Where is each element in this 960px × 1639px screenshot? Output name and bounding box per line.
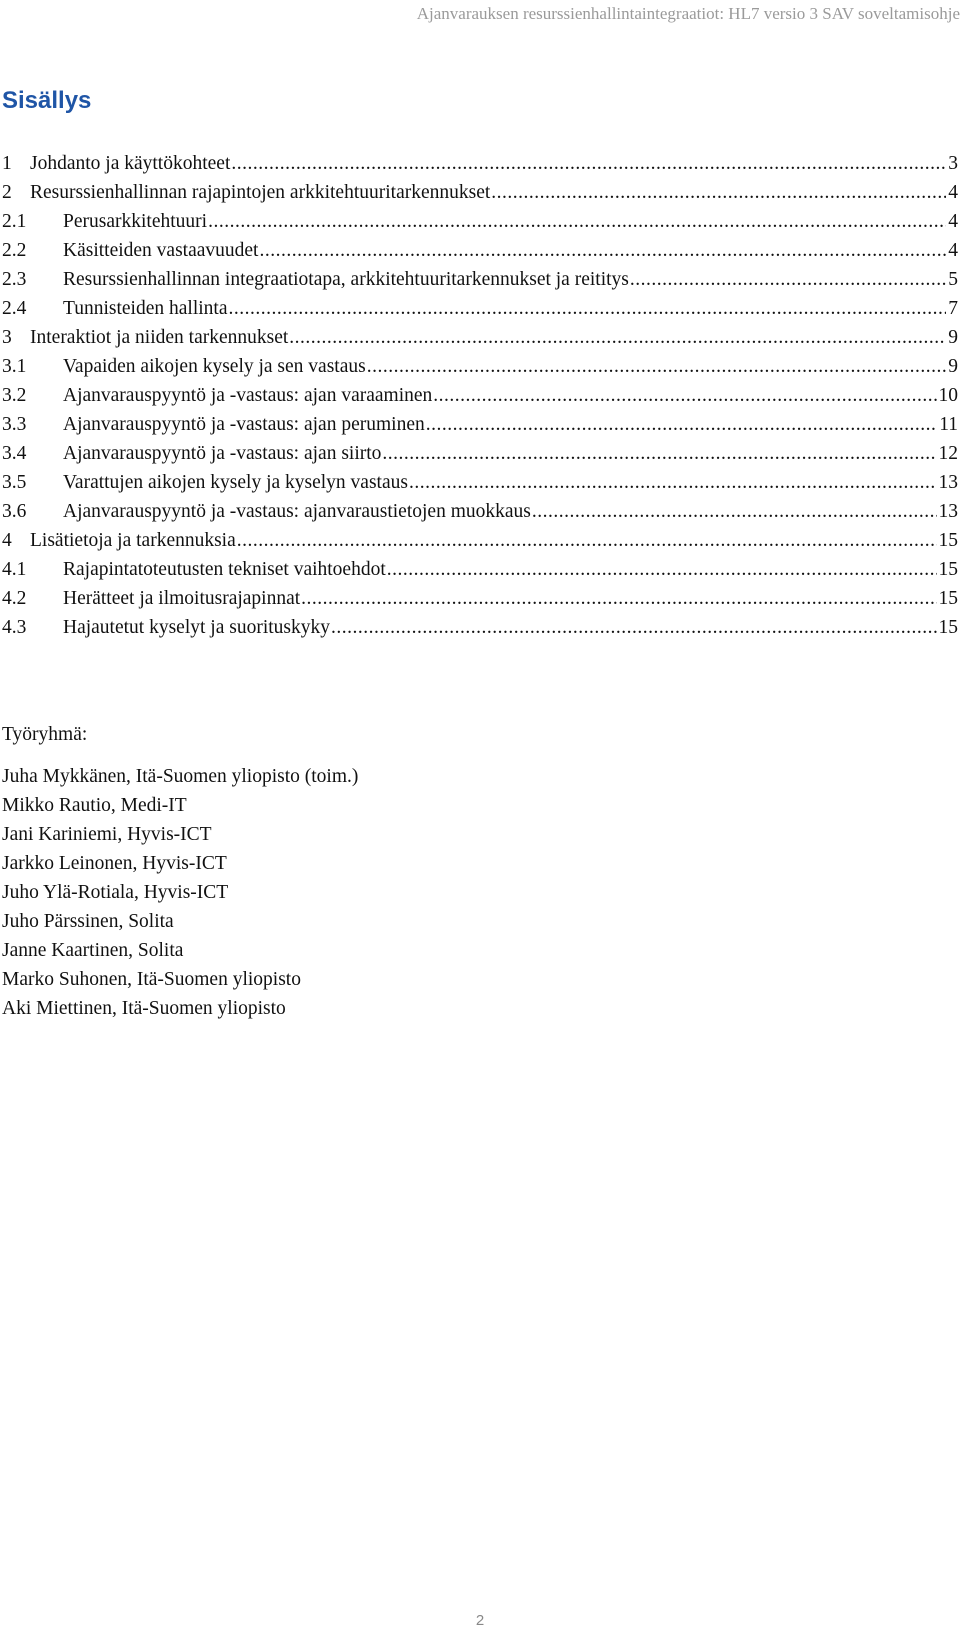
toc-dot-leader — [208, 207, 946, 236]
toc-dot-leader — [237, 526, 937, 555]
workgroup-member: Juha Mykkänen, Itä-Suomen yliopisto (toim.) — [2, 766, 359, 787]
toc-entry-page: 9 — [948, 356, 958, 377]
workgroup-heading: Työryhmä: — [2, 724, 88, 745]
toc-entry-title: Resurssienhallinnan integraatiotapa, arkkitehtuuritarkennukset ja reititys — [63, 269, 629, 290]
toc-entry-number: 2.4 — [2, 298, 27, 319]
toc-dot-leader — [289, 323, 946, 352]
toc-entry-page: 13 — [938, 501, 958, 522]
toc-entry[interactable] — [2, 236, 958, 265]
toc-entry-page: 12 — [938, 443, 958, 464]
toc-entry-page: 4 — [948, 211, 958, 232]
toc-entry[interactable] — [2, 381, 958, 410]
workgroup-section — [2, 720, 358, 1023]
toc-entry-title: Rajapintatoteutusten tekniset vaihtoehdot — [63, 559, 386, 580]
toc-entry-page: 15 — [938, 617, 958, 638]
toc-entry[interactable] — [2, 323, 958, 352]
toc-entry-number: 4.1 — [2, 559, 27, 580]
workgroup-member: Janne Kaartinen, Solita — [2, 940, 184, 961]
toc-entry-page: 13 — [938, 472, 958, 493]
toc-entry[interactable] — [2, 410, 958, 439]
toc-dot-leader — [228, 294, 946, 323]
toc-dot-leader — [301, 584, 936, 613]
toc-dot-leader — [426, 410, 937, 439]
table-of-contents — [2, 149, 958, 642]
workgroup-member: Jarkko Leinonen, Hyvis-ICT — [2, 853, 227, 874]
toc-entry-title: Herätteet ja ilmoitusrajapinnat — [63, 588, 301, 609]
toc-dot-leader — [532, 497, 937, 526]
toc-entry[interactable] — [2, 294, 958, 323]
toc-dot-leader — [433, 381, 936, 410]
toc-dot-leader — [382, 439, 936, 468]
page-number: 2 — [475, 1612, 485, 1629]
toc-entry-number: 2 — [2, 182, 12, 203]
toc-entry-number: 4.3 — [2, 617, 27, 638]
toc-entry[interactable] — [2, 468, 958, 497]
toc-entry-page: 11 — [939, 414, 958, 435]
workgroup-member: Juho Ylä-Rotiala, Hyvis-ICT — [2, 882, 229, 903]
toc-entry-title: Perusarkkitehtuuri — [63, 211, 208, 232]
toc-entry-title: Ajanvarauspyyntö ja -vastaus: ajan varaaminen — [63, 385, 433, 406]
toc-dot-leader — [409, 468, 937, 497]
toc-entry-title: Käsitteiden vastaavuudet — [63, 240, 259, 261]
toc-entry-number: 1 — [2, 153, 12, 174]
toc-entry-title: Ajanvarauspyyntö ja -vastaus: ajanvaraustietojen muokkaus — [63, 501, 531, 522]
toc-entry-page: 4 — [948, 240, 958, 261]
workgroup-member: Jani Kariniemi, Hyvis-ICT — [2, 824, 212, 845]
toc-entry-title: Ajanvarauspyyntö ja -vastaus: ajan peruminen — [63, 414, 425, 435]
toc-entry[interactable] — [2, 526, 958, 555]
toc-entry-title: Lisätietoja ja tarkennuksia — [30, 530, 236, 551]
toc-entry-number: 3.3 — [2, 414, 27, 435]
toc-entry[interactable] — [2, 439, 958, 468]
toc-entry-page: 7 — [948, 298, 958, 319]
toc-entry-page: 9 — [948, 327, 958, 348]
toc-entry-title: Interaktiot ja niiden tarkennukset — [30, 327, 289, 348]
toc-entry[interactable] — [2, 178, 958, 207]
toc-entry-number: 3.6 — [2, 501, 27, 522]
toc-entry[interactable] — [2, 149, 958, 178]
toc-entry-number: 4.2 — [2, 588, 27, 609]
toc-entry-number: 3 — [2, 327, 12, 348]
toc-entry-title: Johdanto ja käyttökohteet — [30, 153, 231, 174]
running-header: Ajanvarauksen resurssienhallintaintegraatiot: HL7 versio 3 SAV soveltamisohje — [416, 4, 960, 23]
toc-entry-page: 3 — [948, 153, 958, 174]
toc-entry-number: 4 — [2, 530, 12, 551]
toc-entry-title: Tunnisteiden hallinta — [63, 298, 228, 319]
toc-dot-leader — [491, 178, 946, 207]
toc-dot-leader — [630, 265, 946, 294]
workgroup-member: Aki Miettinen, Itä-Suomen yliopisto — [2, 998, 286, 1019]
toc-dot-leader — [387, 555, 937, 584]
toc-entry-title: Hajautetut kyselyt ja suorituskyky — [63, 617, 331, 638]
workgroup-member: Mikko Rautio, Medi-IT — [2, 795, 187, 816]
toc-entry-title: Varattujen aikojen kysely ja kyselyn vastaus — [63, 472, 408, 493]
toc-dot-leader — [367, 352, 947, 381]
toc-entry-number: 2.1 — [2, 211, 27, 232]
toc-entry-page: 4 — [948, 182, 958, 203]
toc-entry-title: Resurssienhallinnan rajapintojen arkkitehtuuritarkennukset — [30, 182, 491, 203]
workgroup-member: Juho Pärssinen, Solita — [2, 911, 174, 932]
toc-entry[interactable] — [2, 613, 958, 642]
toc-entry[interactable] — [2, 352, 958, 381]
toc-entry-page: 15 — [938, 588, 958, 609]
toc-entry-number: 3.5 — [2, 472, 27, 493]
toc-entry[interactable] — [2, 265, 958, 294]
toc-entry-number: 3.2 — [2, 385, 27, 406]
toc-dot-leader — [331, 613, 936, 642]
toc-entry-number: 2.2 — [2, 240, 27, 261]
toc-entry-page: 15 — [938, 530, 958, 551]
toc-dot-leader — [231, 149, 946, 178]
toc-entry-page: 15 — [938, 559, 958, 580]
toc-entry[interactable] — [2, 497, 958, 526]
toc-entry[interactable] — [2, 207, 958, 236]
toc-entry-page: 10 — [938, 385, 958, 406]
toc-entry-number: 3.1 — [2, 356, 27, 377]
toc-entry-number: 3.4 — [2, 443, 27, 464]
toc-entry[interactable] — [2, 584, 958, 613]
toc-dot-leader — [259, 236, 946, 265]
toc-title: Sisällys — [2, 87, 92, 114]
toc-entry-page: 5 — [948, 269, 958, 290]
workgroup-member: Marko Suhonen, Itä-Suomen yliopisto — [2, 969, 301, 990]
toc-entry-title: Ajanvarauspyyntö ja -vastaus: ajan siirto — [63, 443, 382, 464]
toc-entry[interactable] — [2, 555, 958, 584]
toc-entry-number: 2.3 — [2, 269, 27, 290]
toc-entry-title: Vapaiden aikojen kysely ja sen vastaus — [63, 356, 366, 377]
